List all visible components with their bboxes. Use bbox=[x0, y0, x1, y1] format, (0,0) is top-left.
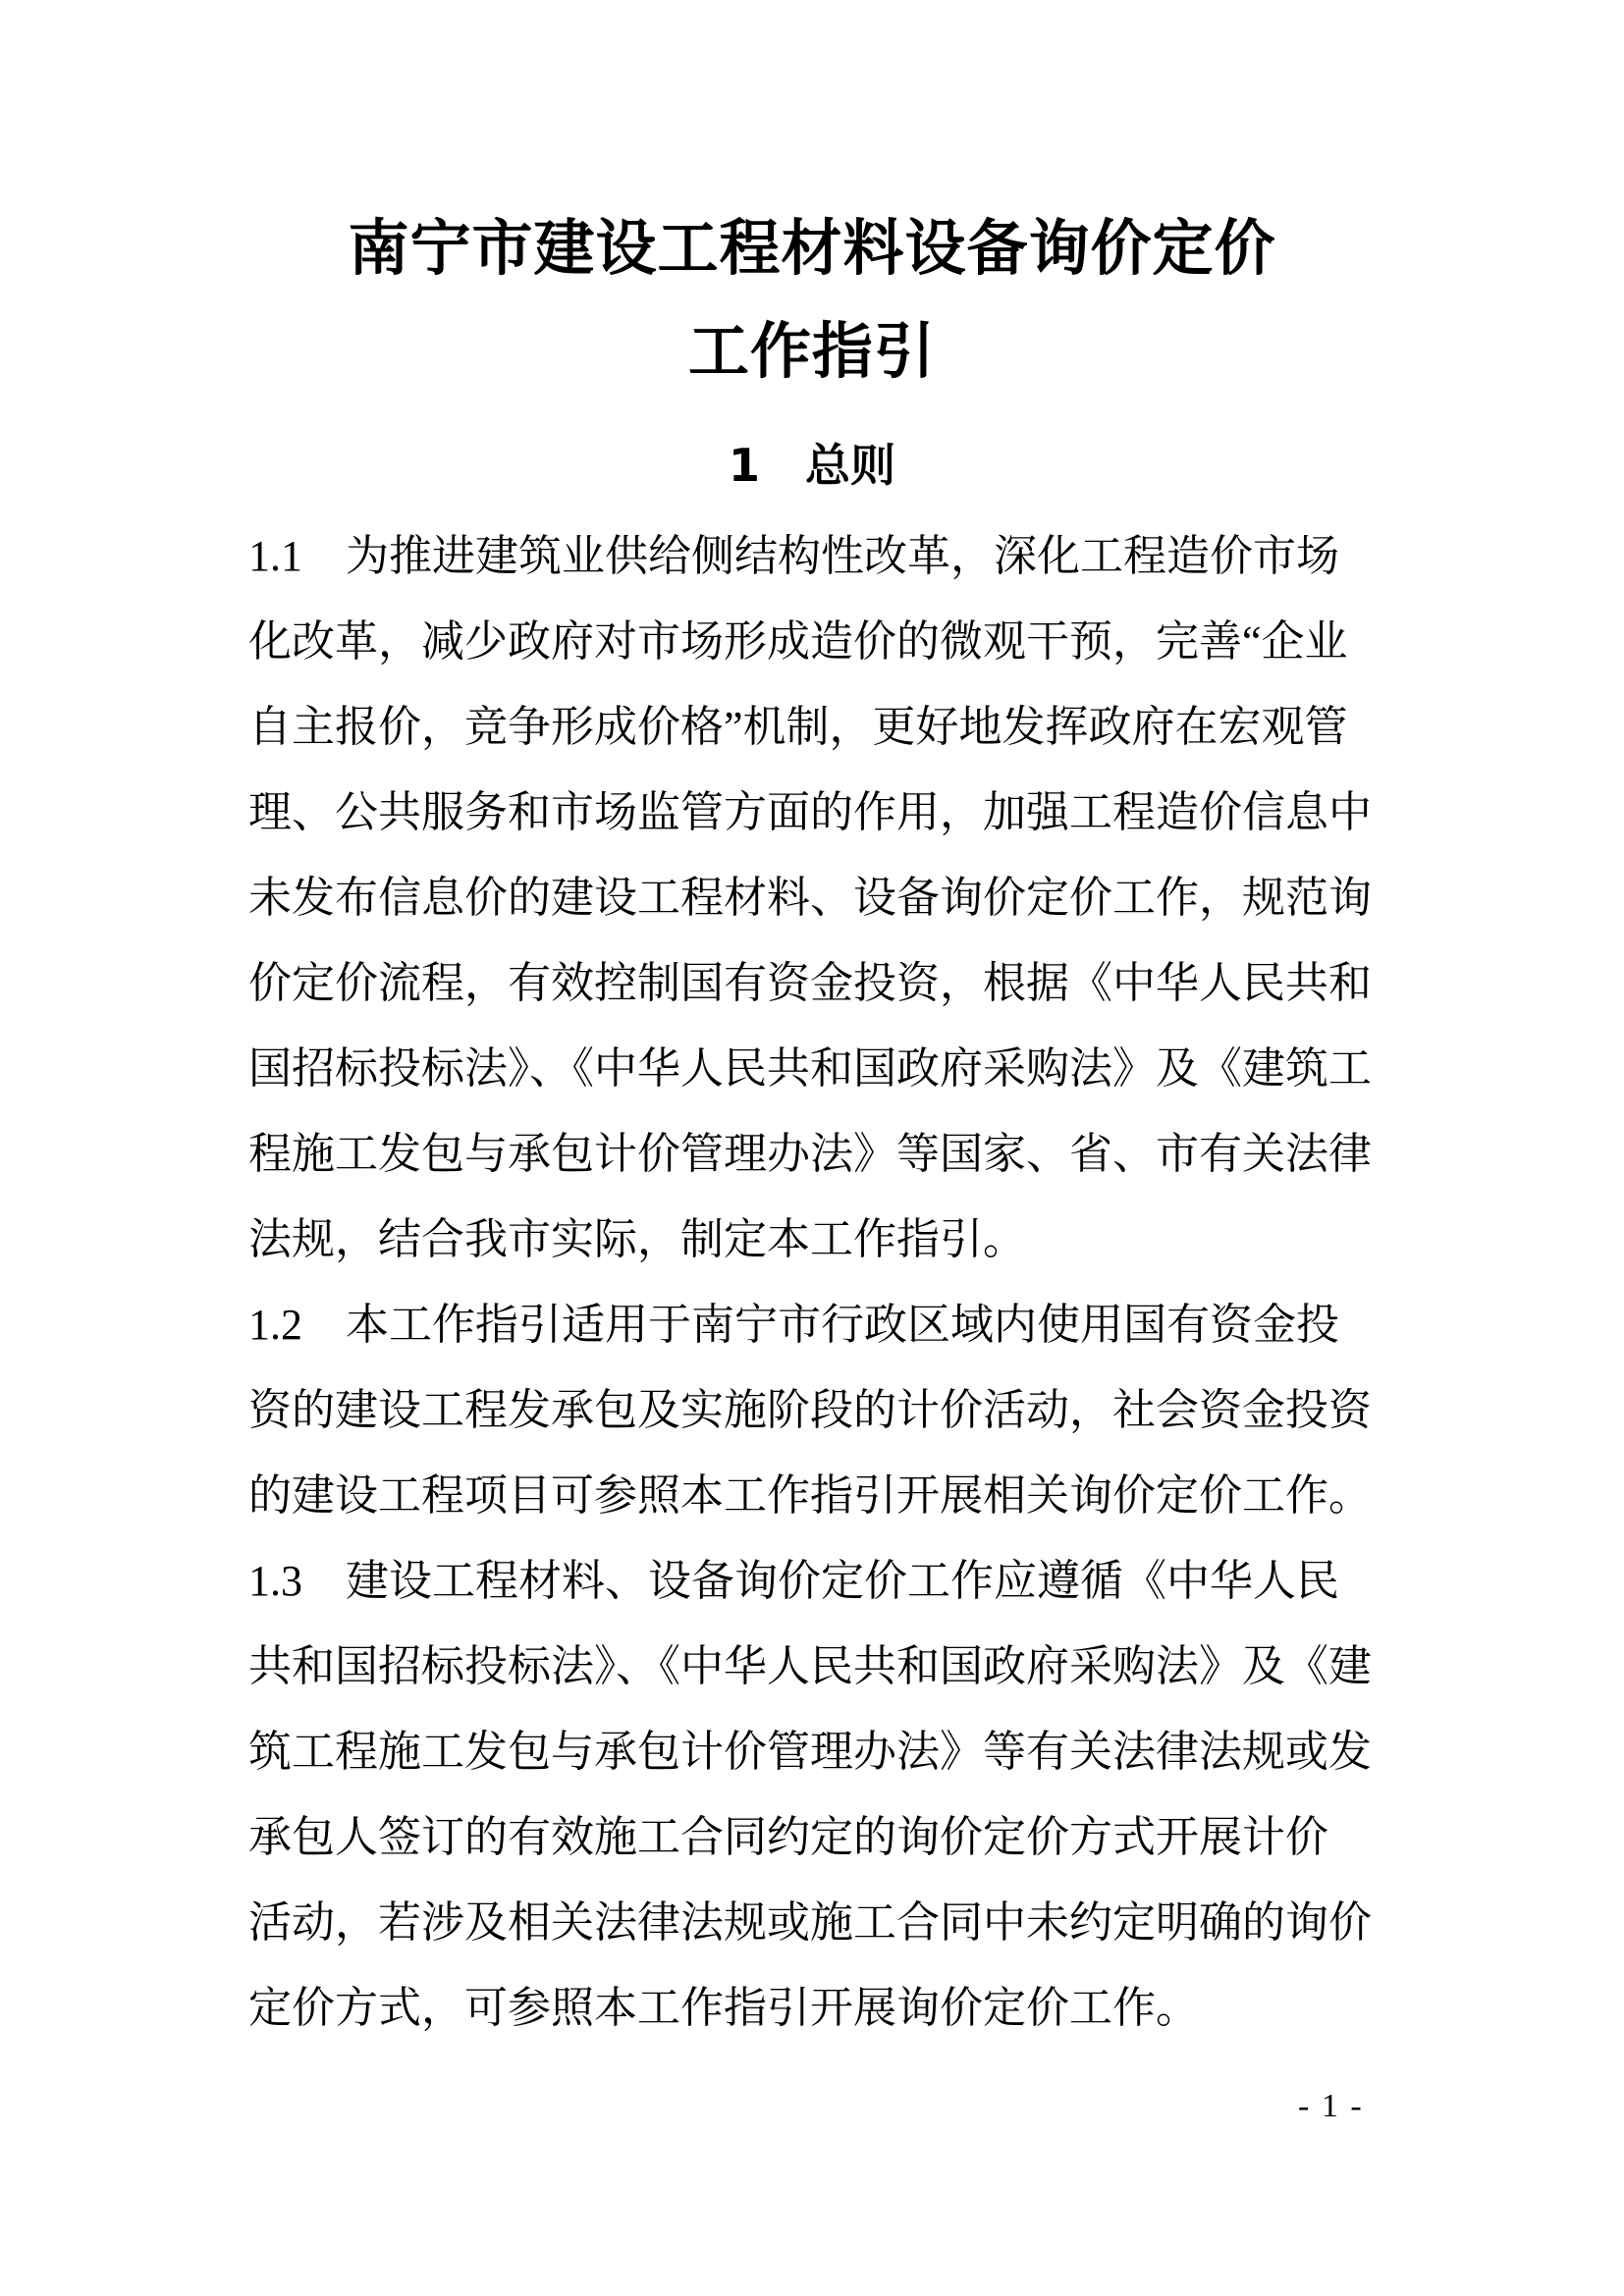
paragraph-1-3-line: 共和国招标投标法》、《中华人民共和国政府采购法》及《建 bbox=[248, 1642, 1372, 1690]
paragraph-1-3-line: 活动，若涉及相关法律法规或施工合同中未约定明确的询价 bbox=[248, 1898, 1372, 1947]
paragraph-1-2-line: 1.2 本工作指引适用于南宁市行政区域内使用国有资金投 bbox=[248, 1301, 1339, 1349]
paragraph-1-1-line: 价定价流程，有效控制国有资金投资，根据《中华人民共和 bbox=[248, 959, 1372, 1007]
paragraph-1-1-line: 国招标投标法》、《中华人民共和国政府采购法》及《建筑工 bbox=[248, 1044, 1372, 1093]
paragraph-1-1-line: 化改革，减少政府对市场形成造价的微观干预，完善“企业 bbox=[248, 617, 1348, 666]
page-number: - 1 - bbox=[1298, 2088, 1364, 2124]
document-body bbox=[248, 513, 1436, 2051]
paragraph-1-1-line: 未发布信息价的建设工程材料、设备询价定价工作，规范询 bbox=[248, 874, 1372, 922]
paragraph-1-1-line: 自主报价，竞争形成价格”机制，更好地发挥政府在宏观管 bbox=[248, 703, 1348, 751]
paragraph-1-3-line: 筑工程施工发包与承包计价管理办法》等有关法律法规或发 bbox=[248, 1728, 1372, 1776]
document-title bbox=[0, 196, 1624, 402]
document-title-line-1: 南宁市建设工程材料设备询价定价 bbox=[348, 212, 1276, 284]
paragraph-1-2-line: 资的建设工程发承包及实施阶段的计价活动，社会资金投资 bbox=[248, 1386, 1372, 1434]
paragraph-1-1-line: 1.1 为推进建筑业供给侧结构性改革，深化工程造价市场 bbox=[248, 532, 1339, 580]
paragraph-1-2-line: 的建设工程项目可参照本工作指引开展相关询价定价工作。 bbox=[248, 1471, 1372, 1520]
paragraph-1-3-line: 定价方式，可参照本工作指引开展询价定价工作。 bbox=[248, 1984, 1199, 2032]
paragraph-1-3-line: 承包人签订的有效施工合同约定的询价定价方式开展计价 bbox=[248, 1813, 1328, 1861]
paragraph-1-1-line: 程施工发包与承包计价管理办法》等国家、省、市有关法律 bbox=[248, 1130, 1372, 1178]
paragraph-1-1-line: 理、公共服务和市场监管方面的作用，加强工程造价信息中 bbox=[248, 788, 1372, 836]
paragraph-1-1-line: 法规，结合我市实际，制定本工作指引。 bbox=[248, 1215, 1026, 1263]
document-title-line-2: 工作指引 bbox=[687, 315, 936, 387]
section-heading: 1 总则 bbox=[728, 439, 895, 492]
paragraph-1-3-line: 1.3 建设工程材料、设备询价定价工作应遵循《中华人民 bbox=[248, 1557, 1339, 1605]
